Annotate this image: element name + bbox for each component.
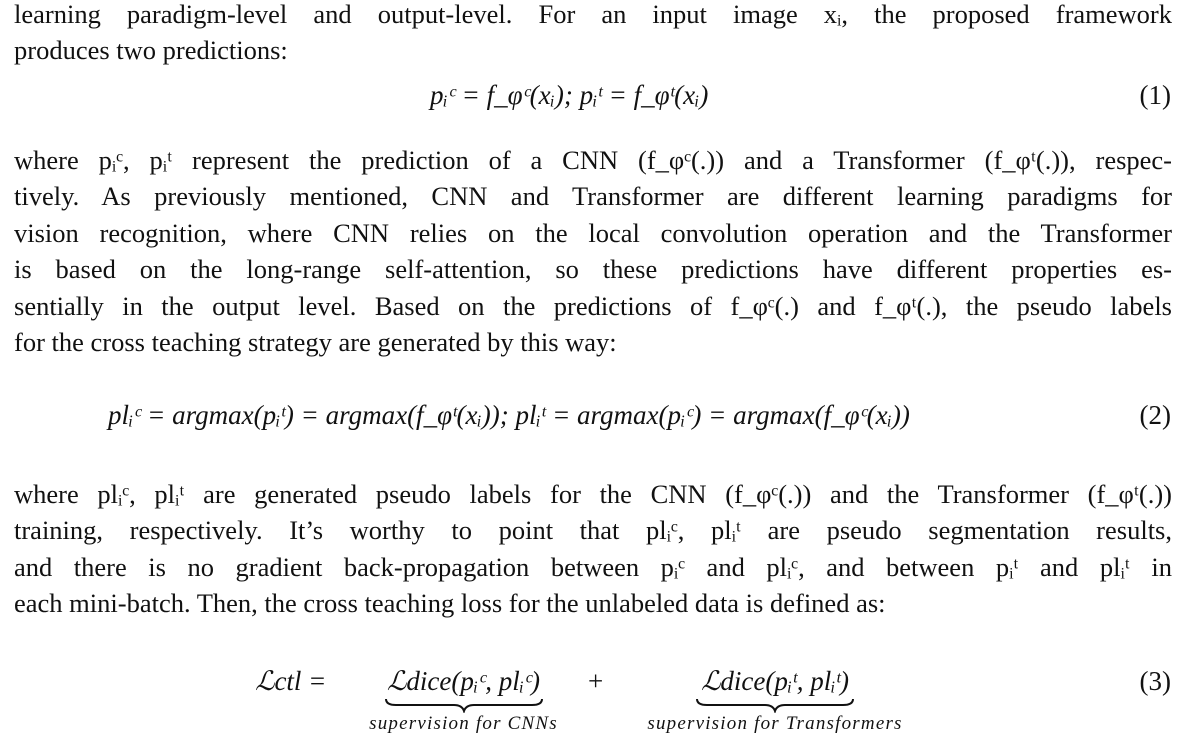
equation-2-body: plᵢᶜ = argmax(pᵢᵗ) = argmax(f_φᵗ(xᵢ)); plᵢᵗ = argmax(pᵢᶜ) = argmax(f_φᶜ(xᵢ))	[108, 400, 910, 430]
equation-2	[0, 400, 1183, 440]
paragraph-line: tively. As previously mentioned, CNN and Transformer are different learning paradigms for	[14, 181, 1172, 212]
paragraph-line: produces two predictions:	[14, 35, 288, 66]
supervision-cnn-label: supervision for CNNs	[369, 713, 558, 734]
paragraph-intro	[14, 0, 1172, 69]
supervision-transformer-label: supervision for Transformers	[647, 713, 903, 734]
paragraph-predictions	[14, 142, 1172, 360]
equation-3-lhs: ℒctl =	[255, 666, 327, 696]
equation-3	[0, 666, 1183, 744]
dice-loss-cnn-term: ℒdice(pᵢᶜ, plᵢᶜ)	[386, 666, 541, 696]
paragraph-line: where pᵢᶜ, pᵢᵗ represent the prediction of a CNN (f_φᶜ(.)) and a Transformer (f_φᵗ(.)), respec-	[14, 145, 1172, 175]
underbrace-icon	[695, 697, 855, 713]
underbrace-cnn	[336, 666, 591, 735]
paragraph-line: each mini-batch. Then, the cross teaching loss for the unlabeled data is defined as:	[14, 588, 886, 619]
paragraph-line: learning paradigm-level and output-level. For an input image xᵢ, the proposed framework	[14, 0, 1172, 29]
underbrace-transformer	[605, 666, 945, 735]
equation-3-number: (3)	[1139, 666, 1171, 696]
paragraph-line: where plᵢᶜ, plᵢᵗ are generated pseudo labels for the CNN (f_φᶜ(.)) and the Transformer (f_φᵗ(.))	[14, 479, 1172, 509]
paragraph-line: for the cross teaching strategy are generated by this way:	[14, 327, 617, 358]
paragraph-line: sentially in the output level. Based on the predictions of f_φᶜ(.) and f_φᵗ(.), the pseudo labels	[14, 290, 1172, 321]
paragraph-line: is based on the long-range self-attention, so these predictions have different properties es-	[14, 254, 1172, 285]
equation-3-plus: +	[588, 666, 604, 696]
equation-1	[0, 80, 1183, 120]
paragraph-line: vision recognition, where CNN relies on the local convolution operation and the Transformer	[14, 217, 1172, 248]
equation-1-number: (1)	[1139, 80, 1171, 110]
underbrace-icon	[384, 697, 544, 713]
dice-loss-transformer-term: ℒdice(pᵢᵗ, plᵢᵗ)	[700, 666, 849, 696]
paragraph-line: training, respectively. It’s worthy to point that plᵢᶜ, plᵢᵗ are pseudo segmentation results,	[14, 515, 1172, 546]
equation-2-number: (2)	[1139, 400, 1171, 430]
equation-1-body: pᵢᶜ = f_φᶜ(xᵢ); pᵢᵗ = f_φᵗ(xᵢ)	[430, 80, 709, 110]
paragraph-line: and there is no gradient back-propagation between pᵢᶜ and plᵢᶜ, and between pᵢᵗ and plᵢᵗ in	[14, 551, 1172, 582]
paragraph-pseudo-labels	[14, 476, 1172, 622]
